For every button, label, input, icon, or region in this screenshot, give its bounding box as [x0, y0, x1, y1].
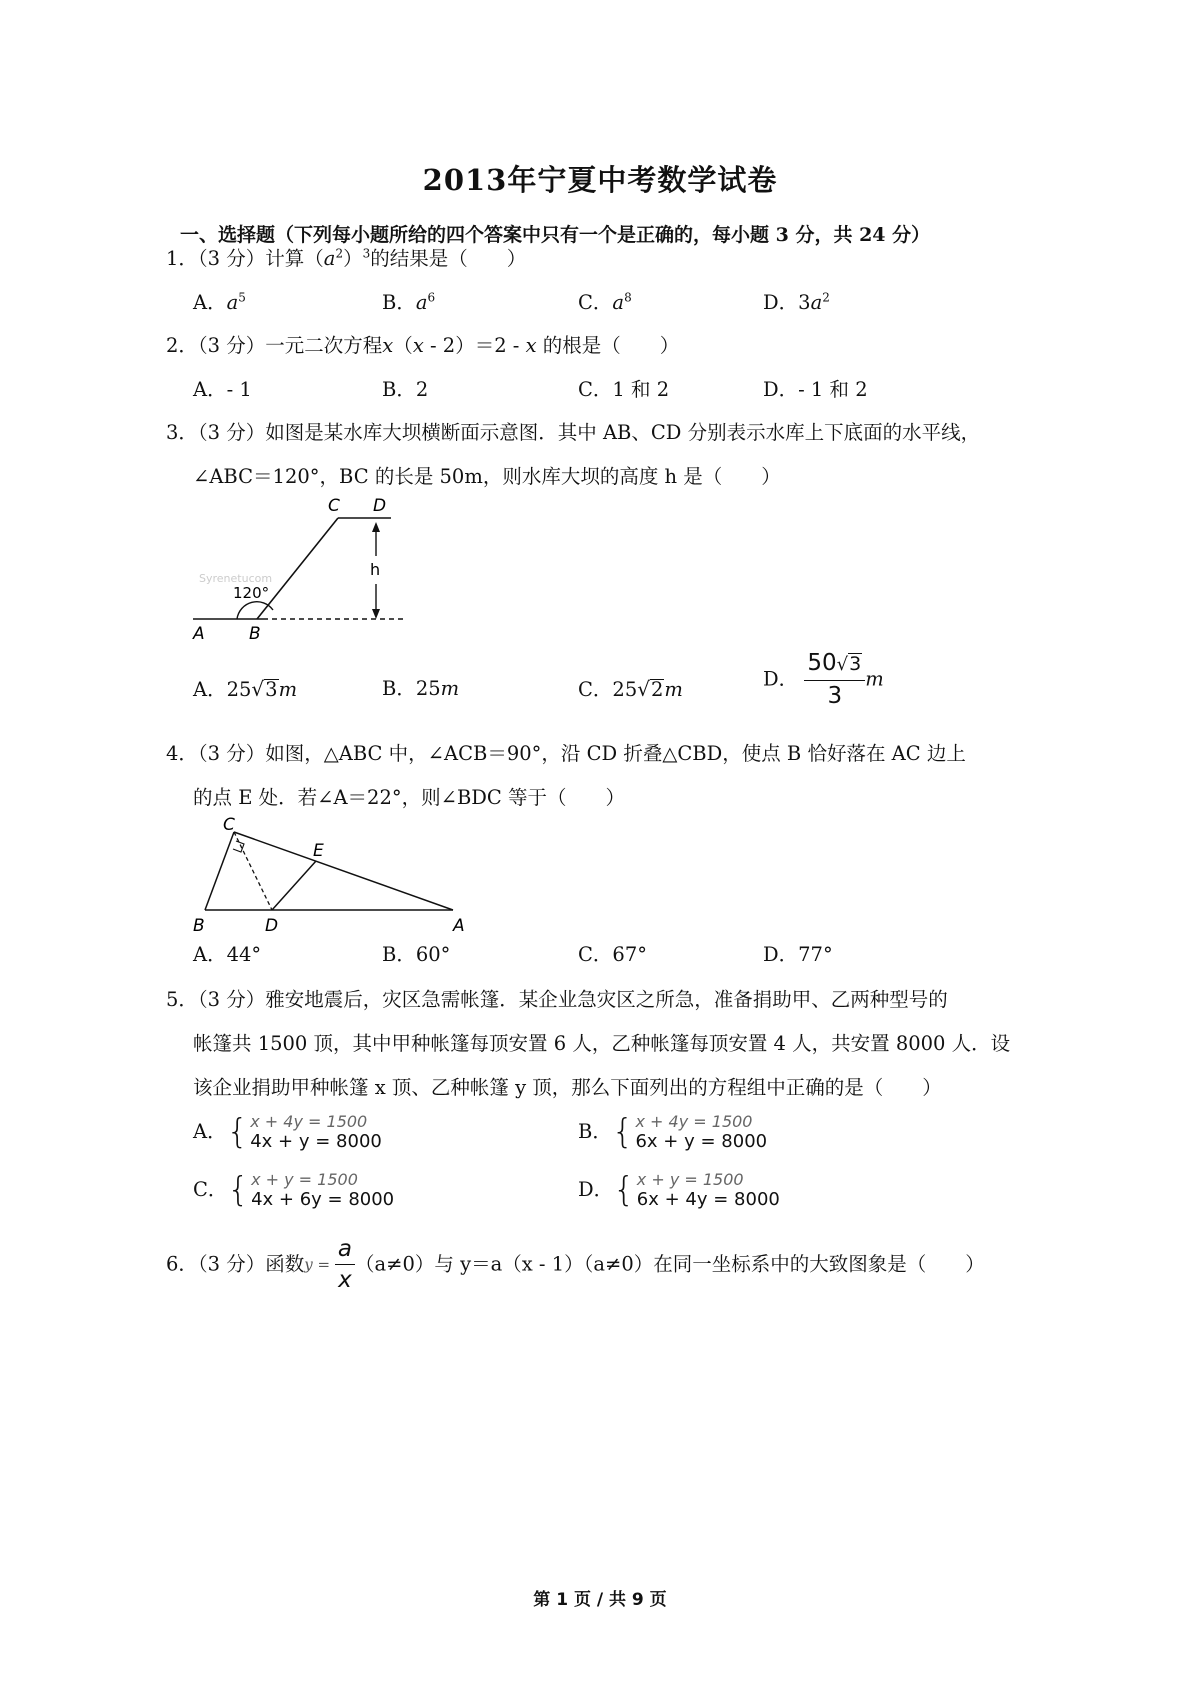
- question-4-line2: 的点 E 处．若∠A＝22°，则∠BDC 等于（ ）: [193, 786, 626, 809]
- section-heading: 一、选择题（下列每小题所给的四个答案中只有一个是正确的，每小题 3 分，共 24 分）: [180, 224, 931, 246]
- q3-option-d: D． $\frac{50√3}{3}$ m: [763, 650, 884, 709]
- question-5-line2: 帐篷共 1500 顶，其中甲种帐篷每顶安置 6 人，乙种帐篷每顶安置 4 人，共安置 8000 人．设: [193, 1032, 1011, 1055]
- question-6: 6．（3 分）函数y = $\frac{a}{x}$ （a≠0）与 y＝a（x - 1）（a≠0）在同一坐标系中的大致图象是（ ）: [166, 1236, 985, 1293]
- q3-option-c: C．25√2m: [578, 677, 683, 701]
- q4-option-a: A．44°: [193, 943, 262, 966]
- q2-option-b: B．2: [382, 378, 429, 401]
- q1-option-d: D．$3a^2$: [763, 290, 830, 314]
- question-4: 4．（3 分）如图，△ABC 中，∠ACB＝90°，沿 CD 折叠△CBD，使点 B 恰好落在 AC 边上: [166, 742, 966, 765]
- q1-option-c: C．$a^8$: [578, 290, 632, 314]
- question-3: 3．（3 分）如图是某水库大坝横断面示意图．其中 AB、CD 分别表示水库上下底面的水平线，: [166, 421, 981, 444]
- brace-icon: {: [613, 1170, 635, 1210]
- segment-de: [272, 861, 316, 910]
- q1-option-b: B．$a^6$: [382, 290, 436, 314]
- q2-option-c: C．1 和 2: [578, 378, 670, 401]
- segment-bc: [205, 832, 234, 910]
- slope-bc: [257, 518, 338, 619]
- q5-option-d: D．{ x + y = 1500 6x + 4y = 8000: [578, 1170, 780, 1210]
- question-3-line2: ∠ABC＝120°，BC 的长是 50m，则水库大坝的高度 h 是（ ）: [193, 465, 781, 488]
- label-h: h: [370, 560, 381, 579]
- fold-triangle-figure: [185, 810, 475, 940]
- arrow-head-down-icon: [372, 609, 380, 619]
- q4-option-c: C．67°: [578, 943, 647, 966]
- question-5-line3: 该企业捐助甲种帐篷 x 顶、乙种帐篷 y 顶，那么下面列出的方程组中正确的是（ ）: [193, 1076, 942, 1099]
- label-d: D: [373, 496, 387, 516]
- question-1: 1．（3 分）计算$(a^2)^3$的结果是（ ）: [166, 246, 527, 270]
- label-e: E: [313, 841, 324, 861]
- right-angle-mark: [233, 841, 244, 852]
- figure-watermark: Syrenetucom: [199, 572, 273, 585]
- label-d: D: [265, 916, 279, 936]
- label-c: C: [223, 815, 235, 835]
- q2-option-a: A．- 1: [193, 378, 252, 401]
- angle-arc: [237, 602, 273, 619]
- q5-option-b: B．{ x + 4y = 1500 6x + y = 8000: [578, 1112, 768, 1152]
- q2-option-d: D．- 1 和 2: [763, 378, 868, 401]
- question-2: 2．（3 分）一元二次方程x（x - 2）＝2 - x 的根是（ ）: [166, 334, 680, 357]
- page-footer: 第 1 页 / 共 9 页: [533, 1590, 667, 1610]
- brace-icon: {: [227, 1170, 250, 1210]
- brace-icon: {: [611, 1112, 634, 1152]
- q4-option-b: B．60°: [382, 943, 451, 966]
- brace-icon: {: [226, 1112, 249, 1152]
- angle-label: 120°: [233, 584, 270, 602]
- q3-option-b: B．25m: [382, 677, 460, 700]
- question-5: 5．（3 分）雅安地震后，灾区急需帐篷．某企业急灾区之所急，准备捐助甲、乙两种型号的: [166, 988, 948, 1011]
- page-title: 2013年宁夏中考数学试卷: [422, 163, 778, 197]
- label-a: A: [193, 624, 205, 644]
- arrow-head-up-icon: [372, 522, 380, 532]
- q3-option-a: A．25√3m: [193, 677, 298, 701]
- label-b: B: [249, 624, 261, 644]
- q4-option-d: D．77°: [763, 943, 833, 966]
- label-c: C: [328, 496, 340, 516]
- label-a: A: [453, 916, 465, 936]
- label-b: B: [193, 916, 205, 936]
- dam-cross-section-figure: [185, 490, 425, 650]
- q5-option-c: C．{ x + y = 1500 4x + 6y = 8000: [193, 1170, 395, 1210]
- q5-option-a: A．{ x + 4y = 1500 4x + y = 8000: [193, 1112, 382, 1152]
- q1-option-a: A．$a^5$: [193, 290, 246, 314]
